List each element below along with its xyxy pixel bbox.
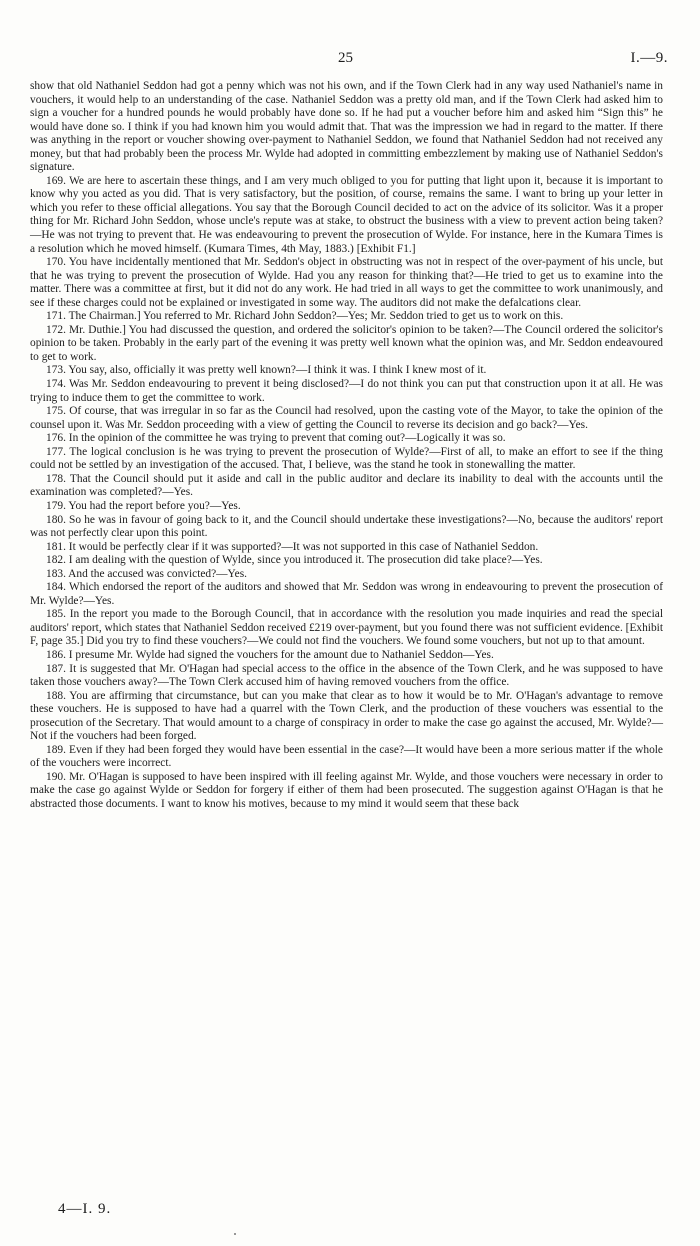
question-183: 183. And the accused was convicted?—Yes. (46, 567, 247, 580)
paragraph-continuation: show that old Nathaniel Seddon had got a penny which was not his own, and if the Town Clerk had in any way used Nathaniel's name in vouchers, it would help to an understanding of the case. Nathaniel Seddon was a pretty old man, and if the Town Clerk had asked him to sign a voucher for a hundred pounds he would probably have done so. If he had put a voucher before him and asked him “Sign this” he would have done so. I think if you had known him you would admit that. That was the impression we had in regard to the matter. If there was anything in the report or voucher showing over-payment to Nathaniel Seddon, we found that Nathaniel Seddon had not received any money, but that had probably been the process Mr. Wylde had adopted in committing embezzlement by making use of Nathaniel Seddon's signature. (30, 80, 663, 174)
question-171: 171. The Chairman.] You referred to Mr. Richard John Seddon?—Yes; Mr. Seddon tried to get us to work on this. (46, 310, 564, 323)
question-173: 173. You say, also, officially it was pretty well known?—I think it was. I think I knew most of it. (46, 364, 487, 377)
question-184: 184. Which endorsed the report of the auditors and showed that Mr. Seddon was wrong in endeavouring to prevent the prosecution of Mr. Wylde?—Yes. (30, 581, 663, 607)
question-179: 179. You had the report before you?—Yes. (46, 499, 241, 512)
question-188: 188. You are affirming that circumstance, but can you make that clear as to how it would be to Mr. O'Hagan's advantage to remove these vouchers. He is supposed to have had a quarrel with the Town Clerk, and the production of these vouchers was essential to the prosecution of the Secretary. That would amount to a charge of conspiracy in order to make the case go against the accused, Mr. Wylde?—Not if the vouchers had been forged. (30, 689, 663, 743)
question-177: 177. The logical conclusion is he was trying to prevent the prosecution of Wylde?—First of all, to make an effort to see if the thing could not be settled by an investigation of the accused. That, I believe, was the stand he took in stonewalling the matter. (30, 445, 663, 472)
question-186: 186. I presume Mr. Wylde had signed the vouchers for the amount due to Nathaniel Seddon—Yes. (46, 648, 494, 661)
question-175: 175. Of course, that was irregular in so far as the Council had resolved, upon the casting vote of the Mayor, to take the opinion of the counsel upon it. Was Mr. Seddon proceeding with a view of getting the Council to reverse its decision and go back?—Yes. (30, 405, 663, 431)
page-header (0, 50, 700, 72)
question-169: 169. We are here to ascertain these things, and I am very much obliged to you for putting that light upon it, because it is important to know why you acted as you did. That is very satisfactory, but the position, of course, remains the same. I want to bring up your letter in which you refer to these official allegations. You say that the Borough Council decided to act on the advice of its solicitor. Was it a proper thing for Mr. Richard John Seddon, whose uncle's repute was at stake, to obstruct the business with a view to prevent action being taken?—He was not trying to prevent that. He was endeavouring to prevent the prosecution of Wylde. For instance, here in the Kumara Times is a resolution which he moved himself. (Kumara Times, 4th May, 1883.) [Exhibit F1.] (30, 174, 663, 255)
question-176: 176. In the opinion of the committee he was trying to prevent that coming out?—Logically it was so. (46, 432, 506, 445)
question-190: 190. Mr. O'Hagan is supposed to have been inspired with ill feeling against Mr. Wylde, and those vouchers were necessary in order to make the case go against Wylde or Seddon for forgery if either of them had been prosecuted. The suggestion against O'Hagan is that he abstracted those documents. I want to know his motives, because to my mind it would seem that these back (30, 770, 663, 810)
signature-mark: 4—I. 9. (58, 1201, 112, 1217)
question-178: 178. That the Council should put it aside and call in the public auditor and declare its inability to deal with the accounts until the examination was completed?—Yes. (30, 472, 663, 499)
page-speck (234, 1233, 236, 1235)
question-170: 170. You have incidentally mentioned that Mr. Seddon's object in obstructing was not in respect of the over-payment of his uncle, but that he was trying to prevent the prosecution of Wylde. Had you any reason for thinking that?—He tried to get us to examine into the matter. There was a committee at first, but it did not do any work. He had tried in all ways to get the committee to work unanimously, and see if these charges could not be explained or investigated in some way. The auditors did not make the defalcations clear. (30, 256, 663, 309)
question-181: 181. It would be perfectly clear if it was supported?—It was not supported in this case of Nathaniel Seddon. (46, 540, 539, 553)
question-185: 185. In the report you made to the Borough Council, that in accordance with the resolution you made inquiries and read the special auditors' report, which states that Nathaniel Seddon received £219 over-payment, but you found there was not sufficient evidence. [Exhibit F, page 35.] Did you try to find these vouchers?—We could not find the vouchers. We found some vouchers, but not up to that amount. (30, 608, 663, 648)
question-172: 172. Mr. Duthie.] You had discussed the question, and ordered the solicitor's opinion to be taken?—The Council ordered the solicitor's opinion to be taken. Probably in the early part of the evening it was pretty well known what the opinion was, and Mr. Seddon endeavoured to get to work. (30, 323, 663, 363)
question-174: 174. Was Mr. Seddon endeavouring to prevent it being disclosed?—I do not think you can put that construction upon it at all. He was trying to induce them to get the committee to work. (30, 378, 663, 404)
body-text (30, 80, 663, 812)
document-reference: I.—9. (630, 50, 668, 66)
question-189: 189. Even if they had been forged they would have been essential in the case?—It would have been a more serious matter if the whole of the vouchers were incorrect. (30, 743, 663, 770)
question-180: 180. So he was in favour of going back to it, and the Council should undertake these investigations?—No, because the auditors' report was not perfectly clear upon this point. (30, 513, 663, 540)
question-187: 187. It is suggested that Mr. O'Hagan had special access to the office in the absence of the Town Clerk, and he was supposed to have taken those vouchers away?—The Town Clerk accused him of having removed vouchers from the office. (30, 662, 663, 689)
question-182: 182. I am dealing with the question of Wylde, since you introduced it. The prosecution did take place?—Yes. (46, 554, 543, 567)
page-number: 25 (338, 50, 353, 66)
